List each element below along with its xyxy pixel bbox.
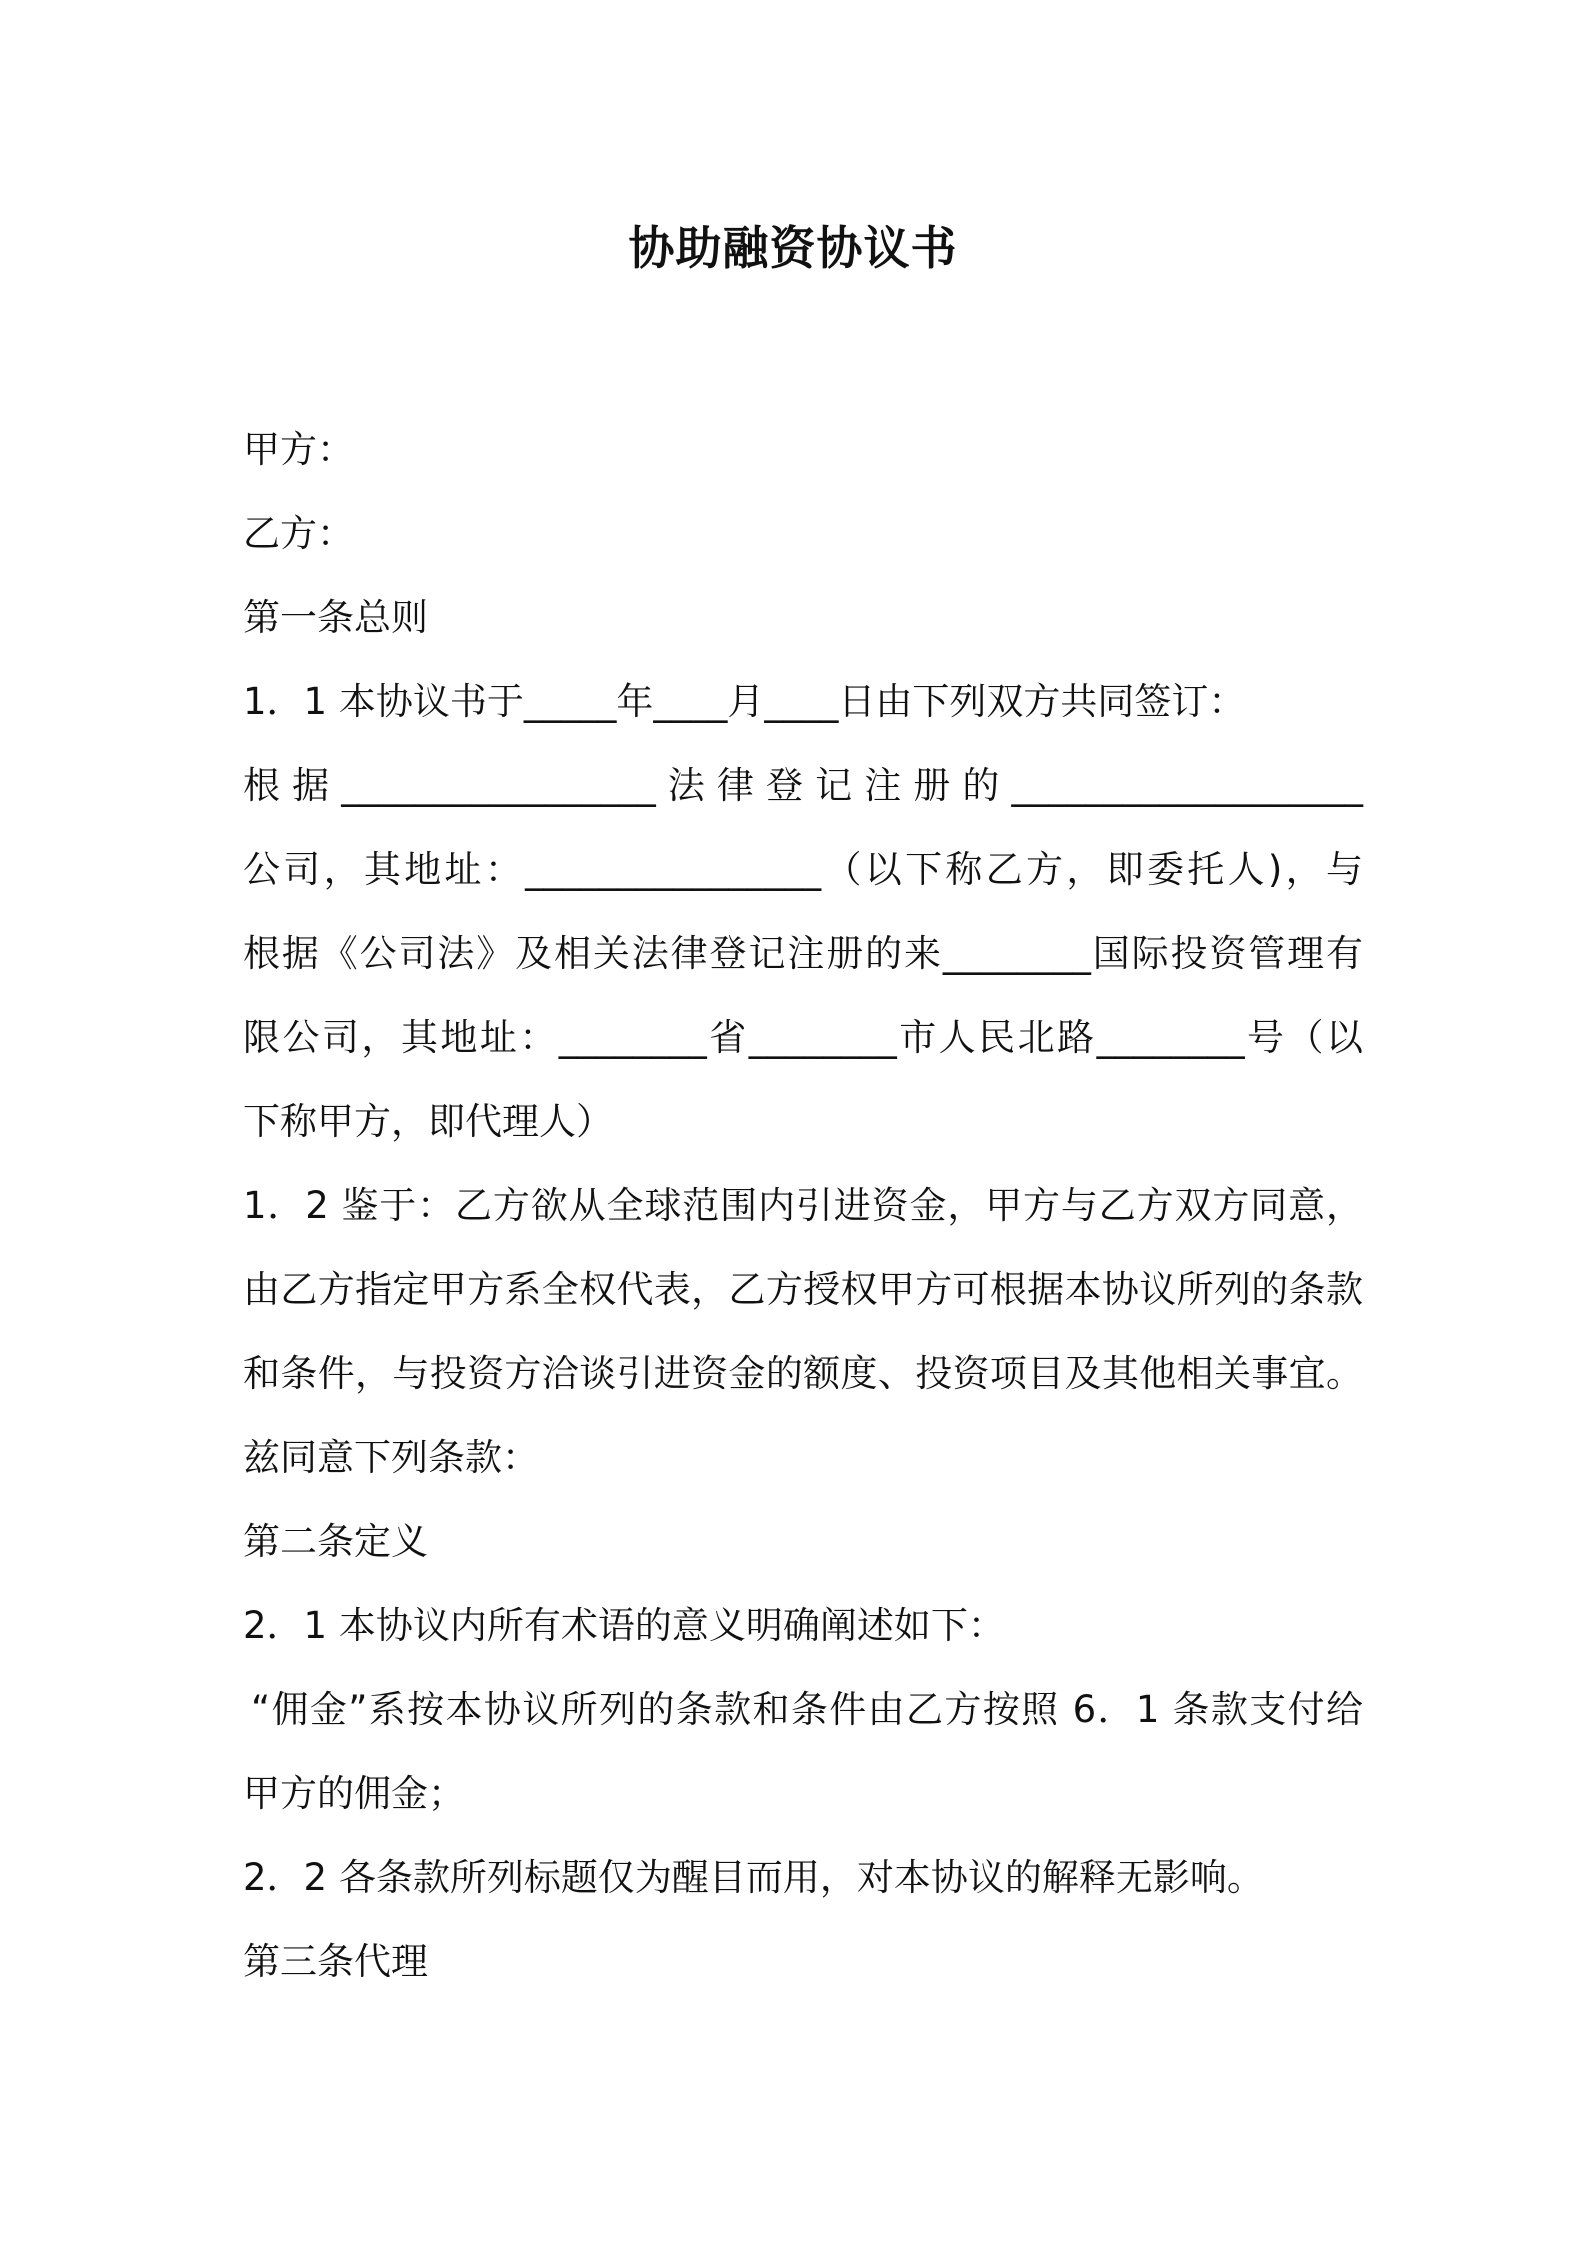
paragraph-line: 下称甲方，即代理人） xyxy=(243,1100,613,1143)
article-2-heading: 第二条定义 xyxy=(243,1520,428,1563)
article-1-heading: 第一条总则 xyxy=(243,596,428,639)
definition-line: 甲方的佣金； xyxy=(243,1772,465,1815)
paragraph-line: 公司，其地址：________________（以下称乙方，即委托人)，与 xyxy=(243,848,1363,891)
paragraph-line: 限公司，其地址：________省________市人民北路________号（以 xyxy=(243,1016,1363,1059)
clause-2-2: 2．2 各条款所列标题仅为醒目而用，对本协议的解释无影响。 xyxy=(243,1856,1264,1899)
document-title: 协助融资协议书 xyxy=(628,221,958,275)
paragraph-line: 由乙方指定甲方系全权代表，乙方授权甲方可根据本协议所列的条款 xyxy=(243,1268,1363,1311)
clause-1-1: 1．1 本协议书于_____年____月____日由下列双方共同签订： xyxy=(243,680,1246,723)
document-body xyxy=(243,408,1363,2004)
paragraph-line: 根据_________________法律登记注册的___________________ xyxy=(243,764,1363,807)
clause-2-1: 2．1 本协议内所有术语的意义明确阐述如下： xyxy=(243,1604,1005,1647)
paragraph-line: 根据《公司法》及相关法律登记注册的来________国际投资管理有 xyxy=(243,932,1363,975)
clause-1-2: 1．2 鉴于：乙方欲从全球范围内引进资金，甲方与乙方双方同意， xyxy=(243,1184,1363,1227)
party-a-line: 甲方： xyxy=(243,428,354,471)
paragraph-line: 和条件，与投资方洽谈引进资金的额度、投资项目及其他相关事宜。 xyxy=(243,1352,1363,1395)
article-3-heading: 第三条代理 xyxy=(243,1940,428,1983)
paragraph-line: 兹同意下列条款： xyxy=(243,1436,539,1479)
definition-line: “佣金”系按本协议所列的条款和条件由乙方按照 6．1 条款支付给 xyxy=(251,1688,1363,1731)
party-b-line: 乙方： xyxy=(243,512,354,555)
